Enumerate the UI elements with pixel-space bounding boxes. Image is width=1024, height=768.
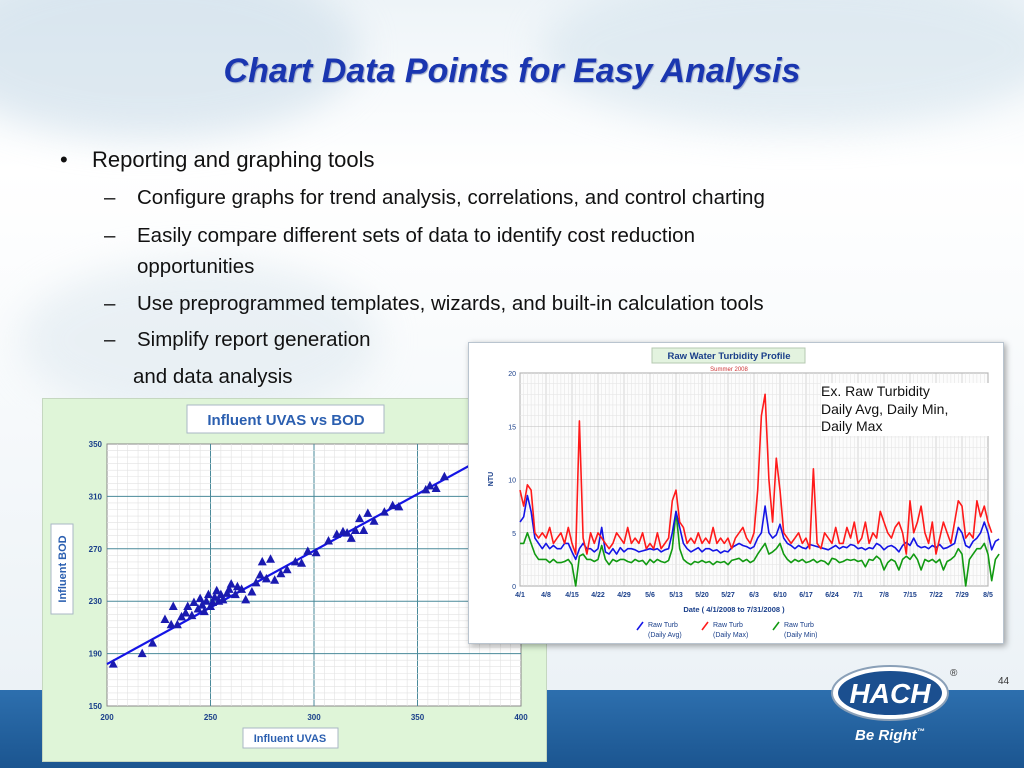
- page-number: 44: [998, 676, 1010, 687]
- legend-swatch: [702, 622, 708, 630]
- y-tick-label: 350: [88, 440, 102, 449]
- y-tick-label: 270: [88, 544, 102, 554]
- example-note: [821, 383, 991, 436]
- chart-subtitle: Summer 2008: [710, 367, 748, 373]
- legend-label: (Daily Min): [784, 632, 818, 639]
- sub-bullet-text: and data analysis: [133, 365, 293, 388]
- legend-label: (Daily Max): [713, 632, 749, 639]
- legend-label: Raw Turb: [713, 622, 743, 629]
- x-tick-label: 400: [514, 713, 528, 722]
- note-line: Daily Max: [821, 418, 883, 434]
- legend-swatch: [773, 622, 779, 630]
- x-tick-label: 5/6: [645, 592, 655, 599]
- note-line: Ex. Raw Turbidity: [821, 383, 930, 399]
- registered-mark: ®: [950, 668, 958, 679]
- x-tick-label: 4/8: [541, 592, 551, 599]
- x-tick-label: 7/1: [853, 592, 863, 599]
- y-tick-label: 15: [508, 424, 516, 432]
- y-tick-label: 230: [88, 597, 102, 607]
- sub-bullet-text: opportunities: [137, 255, 255, 278]
- y-axis-label: Influent BOD: [57, 535, 69, 603]
- hach-logo: [828, 662, 958, 724]
- y-tick-label: 5: [512, 530, 516, 538]
- y-tick-label: 310: [88, 492, 102, 502]
- x-tick-label: 350: [410, 713, 425, 722]
- x-tick-label: 250: [203, 713, 218, 722]
- bullet-text: Reporting and graphing tools: [92, 147, 375, 172]
- legend-swatch: [637, 622, 643, 630]
- slide-title: Chart Data Points for Easy Analysis: [223, 52, 801, 90]
- x-tick-label: 7/8: [879, 592, 889, 599]
- y-axis-label: NTU: [488, 471, 495, 487]
- x-tick-label: 7/15: [903, 592, 917, 599]
- sub-bullet-dash: –: [104, 292, 116, 315]
- sub-bullet-dash: –: [104, 186, 116, 209]
- sub-bullet-dash: –: [104, 328, 116, 351]
- legend-label: Raw Turb: [648, 622, 678, 629]
- x-tick-label: 4/15: [565, 592, 579, 599]
- logo-wordmark: HACH: [849, 678, 931, 709]
- legend-label: Raw Turb: [784, 622, 814, 629]
- trademark-mark: ™: [916, 727, 925, 736]
- x-tick-label: 4/29: [617, 592, 631, 599]
- chart-title: Influent UVAS vs BOD: [207, 412, 365, 429]
- y-tick-label: 150: [88, 702, 102, 711]
- chart-title: Raw Water Turbidity Profile: [667, 351, 791, 362]
- sub-bullet-text: Simplify report generation: [137, 328, 371, 351]
- x-tick-label: 7/22: [929, 592, 943, 599]
- sub-bullet-text: Easily compare different sets of data to identify cost reduction: [137, 224, 695, 247]
- sub-bullet-dash: –: [104, 224, 116, 247]
- x-tick-label: 6/24: [825, 592, 839, 599]
- y-tick-label: 0: [512, 584, 516, 591]
- y-tick-label: 190: [88, 649, 102, 659]
- tagline: [855, 727, 925, 744]
- x-tick-label: 6/3: [749, 592, 759, 599]
- x-tick-label: 6/17: [799, 592, 813, 599]
- sub-bullet-text: Configure graphs for trend analysis, correlations, and control charting: [137, 186, 765, 209]
- x-tick-label: 6/10: [773, 592, 787, 599]
- legend-label: (Daily Avg): [648, 632, 682, 639]
- tagline-text: Be Right: [855, 727, 917, 744]
- x-tick-label: 8/5: [983, 592, 993, 599]
- sub-bullet-text: Use preprogrammed templates, wizards, and built-in calculation tools: [137, 292, 764, 315]
- y-tick-label: 10: [508, 477, 516, 485]
- x-axis-label: Date ( 4/1/2008 to 7/31/2008 ): [683, 605, 785, 614]
- x-tick-label: 5/13: [669, 592, 683, 599]
- y-tick-label: 20: [508, 371, 516, 378]
- x-axis-label: Influent UVAS: [253, 733, 327, 745]
- x-tick-label: 4/22: [591, 592, 605, 599]
- x-tick-label: 7/29: [955, 592, 969, 599]
- bullet-marker: •: [60, 147, 68, 172]
- x-tick-label: 5/27: [721, 592, 735, 599]
- x-tick-label: 5/20: [695, 592, 709, 599]
- x-tick-label: 200: [100, 713, 114, 722]
- note-line: Daily Avg, Daily Min,: [821, 400, 949, 417]
- x-tick-label: 300: [307, 713, 321, 722]
- x-tick-label: 4/1: [515, 592, 525, 599]
